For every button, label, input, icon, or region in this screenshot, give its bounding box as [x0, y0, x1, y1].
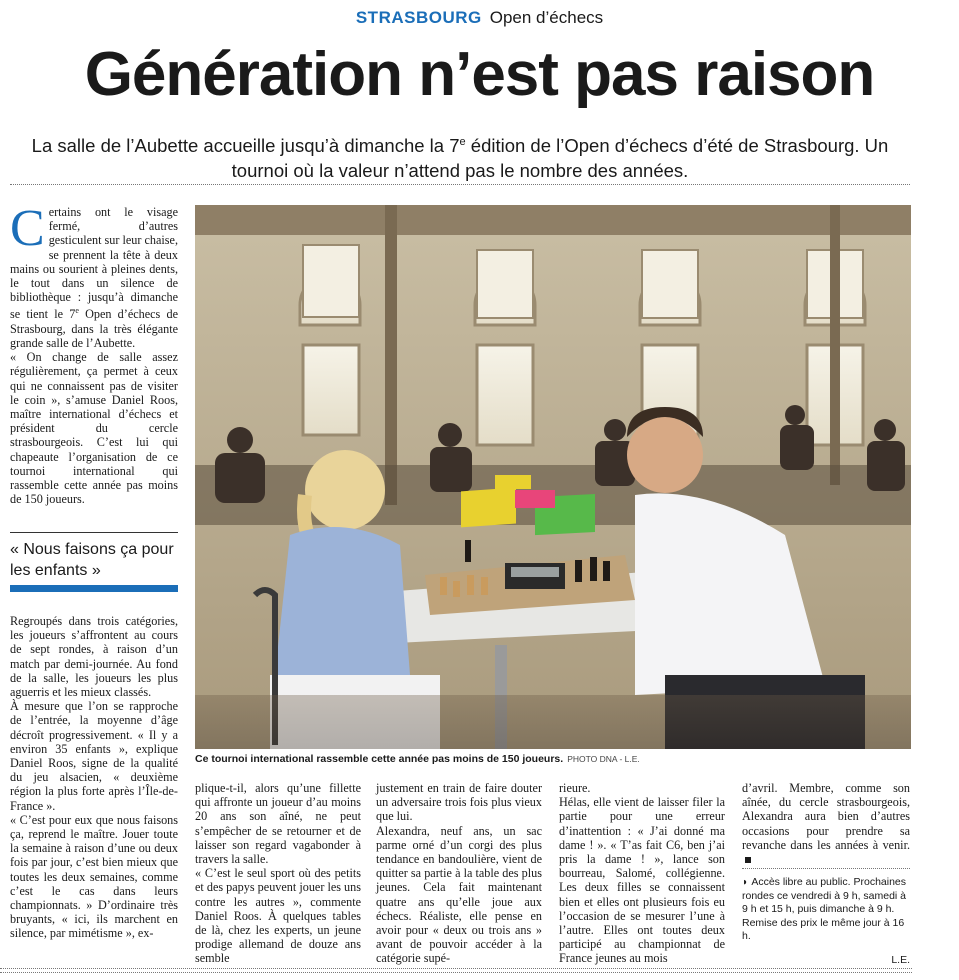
intro-text-a: ertains ont le visage fermé, d’autres gesticulent sur leur chaise, se prennent la tête à deux mains ou sourient à pleines dents, le tout dans un silence de bibliothèque : jusqu’à dimanche se tient le 7	[10, 205, 178, 322]
end-of-article-mark	[745, 857, 751, 863]
body-paragraph: Hélas, elle vient de laisser filer la partie pour une erreur d’inattention : « J’ai donné ma dame ! ». « T’as fait C6, ben j’ai pris la dame ! », lance son bourreau, Salomé, collégienne. Les deux filles se connaissent bien et elles ont plusieurs fois eu l’occasion de se mesurer l’une à l’autre. Elles ont toutes deux participé au championnat de France jeunes au mois	[559, 795, 725, 966]
body-paragraph: « C’est le seul sport où des petits et des papys peuvent jouer les uns contre les autres », commente Daniel Roos. À quelques tables de là, chez les experts, un jeune prodige allemand de douze ans semble	[195, 866, 361, 966]
pull-quote-text: « Nous faisons ça pour les enfants »	[10, 541, 174, 579]
pull-quote	[10, 532, 178, 592]
intro-paragraph	[10, 200, 179, 350]
headline: Génération n’est pas raison	[84, 40, 875, 109]
info-body: Accès libre au public. Prochaines rondes ce vendredi à 9 h, samedi à 9 h et 15 h, puis dimanche à 9 h. Remise des prix le même jour à 16 h.	[742, 876, 907, 943]
body-paragraph: rieure.	[559, 781, 591, 795]
intro-column	[10, 200, 179, 507]
header-divider	[10, 184, 910, 185]
footer-divider	[0, 968, 912, 969]
body-column-1	[10, 614, 178, 941]
chess-hall-illustration	[195, 205, 911, 749]
article-photo	[195, 205, 911, 749]
section-city: STRASBOURG	[355, 8, 482, 27]
standfirst-text-1: La salle de l’Aubette accueille jusqu’à dimanche la 7	[31, 135, 460, 157]
body-paragraph: « C’est pour eux que nous faisons ça, reprend le maître. Jouer toute la semaine à raison d’une ou deux fois par jour, c’est bien mieux que toutes les deux semaines, comme c’est le cas dans leurs championnats. » D’ordinaire très bruyants, « ici, ils marchent en silence, par mimétisme », ex-	[10, 812, 178, 941]
body-column-4	[559, 781, 725, 966]
body-paragraph: plique-t-il, alors qu’une fillette qui affronte un joueur d’au moins 20 ans son aîné, ne peut s’empêcher de se retourner et de laisser son regard vagabonder à travers la salle.	[195, 781, 361, 867]
body-paragraph: À mesure que l’on se rapproche de l’entrée, la moyenne d’âge décroît progressivement. « Il y a environ 35 enfants », explique Daniel Roos, signe de la qualité du jeu alsacien, « deuxième région la plus forte après l’Île-de-France ».	[10, 699, 178, 813]
photo-caption	[195, 752, 911, 766]
closing-text: d’avril. Membre, comme son aînée, du cercle strasbourgeois, Alexandra aura bien d’autres occasions pour prendre sa revanche dans les années à venir.	[742, 781, 910, 852]
practical-info-box	[742, 868, 910, 968]
body-column-2	[195, 781, 361, 966]
drop-cap: C	[10, 200, 45, 257]
intro-text-b: Open d’échecs de Strasbourg, dans la très élégante grande salle de l’Aubette.	[10, 307, 179, 350]
body-paragraph: justement en train de faire douter un adversaire trois fois plus vieux que lui.	[376, 781, 542, 824]
standfirst	[10, 130, 910, 183]
intro-paragraph-2: « On change de salle assez régulièrement, ça permet à ceux qui ne connaissent pas de visiter le coin », s’amuse Daniel Roos, maître international d’échecs et président du cercle strasbourgeois. C’est lui qui chapeaute l’organisation de ce tournoi international qui rassemble cette année pas moins de 150 joueurs.	[10, 350, 178, 507]
body-paragraph: Regroupés dans trois catégories, les joueurs s’affrontent au cours de sept rondes, à raison d’un match par demi-journée. Au fond de la salle, les joueurs les plus aguerris et les mieux classés.	[10, 614, 178, 700]
body-column-5	[742, 781, 910, 866]
info-text	[742, 876, 910, 944]
caption-text: Ce tournoi international rassemble cette année pas moins de 150 joueurs.	[195, 753, 564, 765]
body-paragraph: Alexandra, neuf ans, un sac parme orné d’un corgi des plus tendance en bandoulière, vient de quitter sa partie à la table des plus jeunes. Cela fait maintenant quatre ans qu’elle joue aux échecs. Réaliste, elle pense en avoir pour « deux ou trois ans » avant de pouvoir accéder à la catégorie supé-	[376, 823, 542, 966]
section-rubric: Open d’échecs	[489, 8, 604, 27]
bullet-icon: ◗	[742, 876, 749, 888]
standfirst-text-2: édition de l’Open d’échecs d’été de Strasbourg. Un tournoi où la valeur n’attend pas le nombre des années.	[231, 135, 889, 182]
body-paragraph	[742, 781, 910, 866]
pull-quote-accent-bar	[10, 585, 178, 592]
photo-credit: PHOTO DNA - L.E.	[567, 754, 640, 764]
intro-superscript: e	[75, 306, 79, 316]
footer-divider-2	[0, 972, 912, 973]
standfirst-superscript: e	[459, 136, 466, 148]
author-signature: L.E.	[891, 953, 910, 966]
kicker	[0, 8, 959, 28]
body-column-3	[376, 781, 542, 966]
